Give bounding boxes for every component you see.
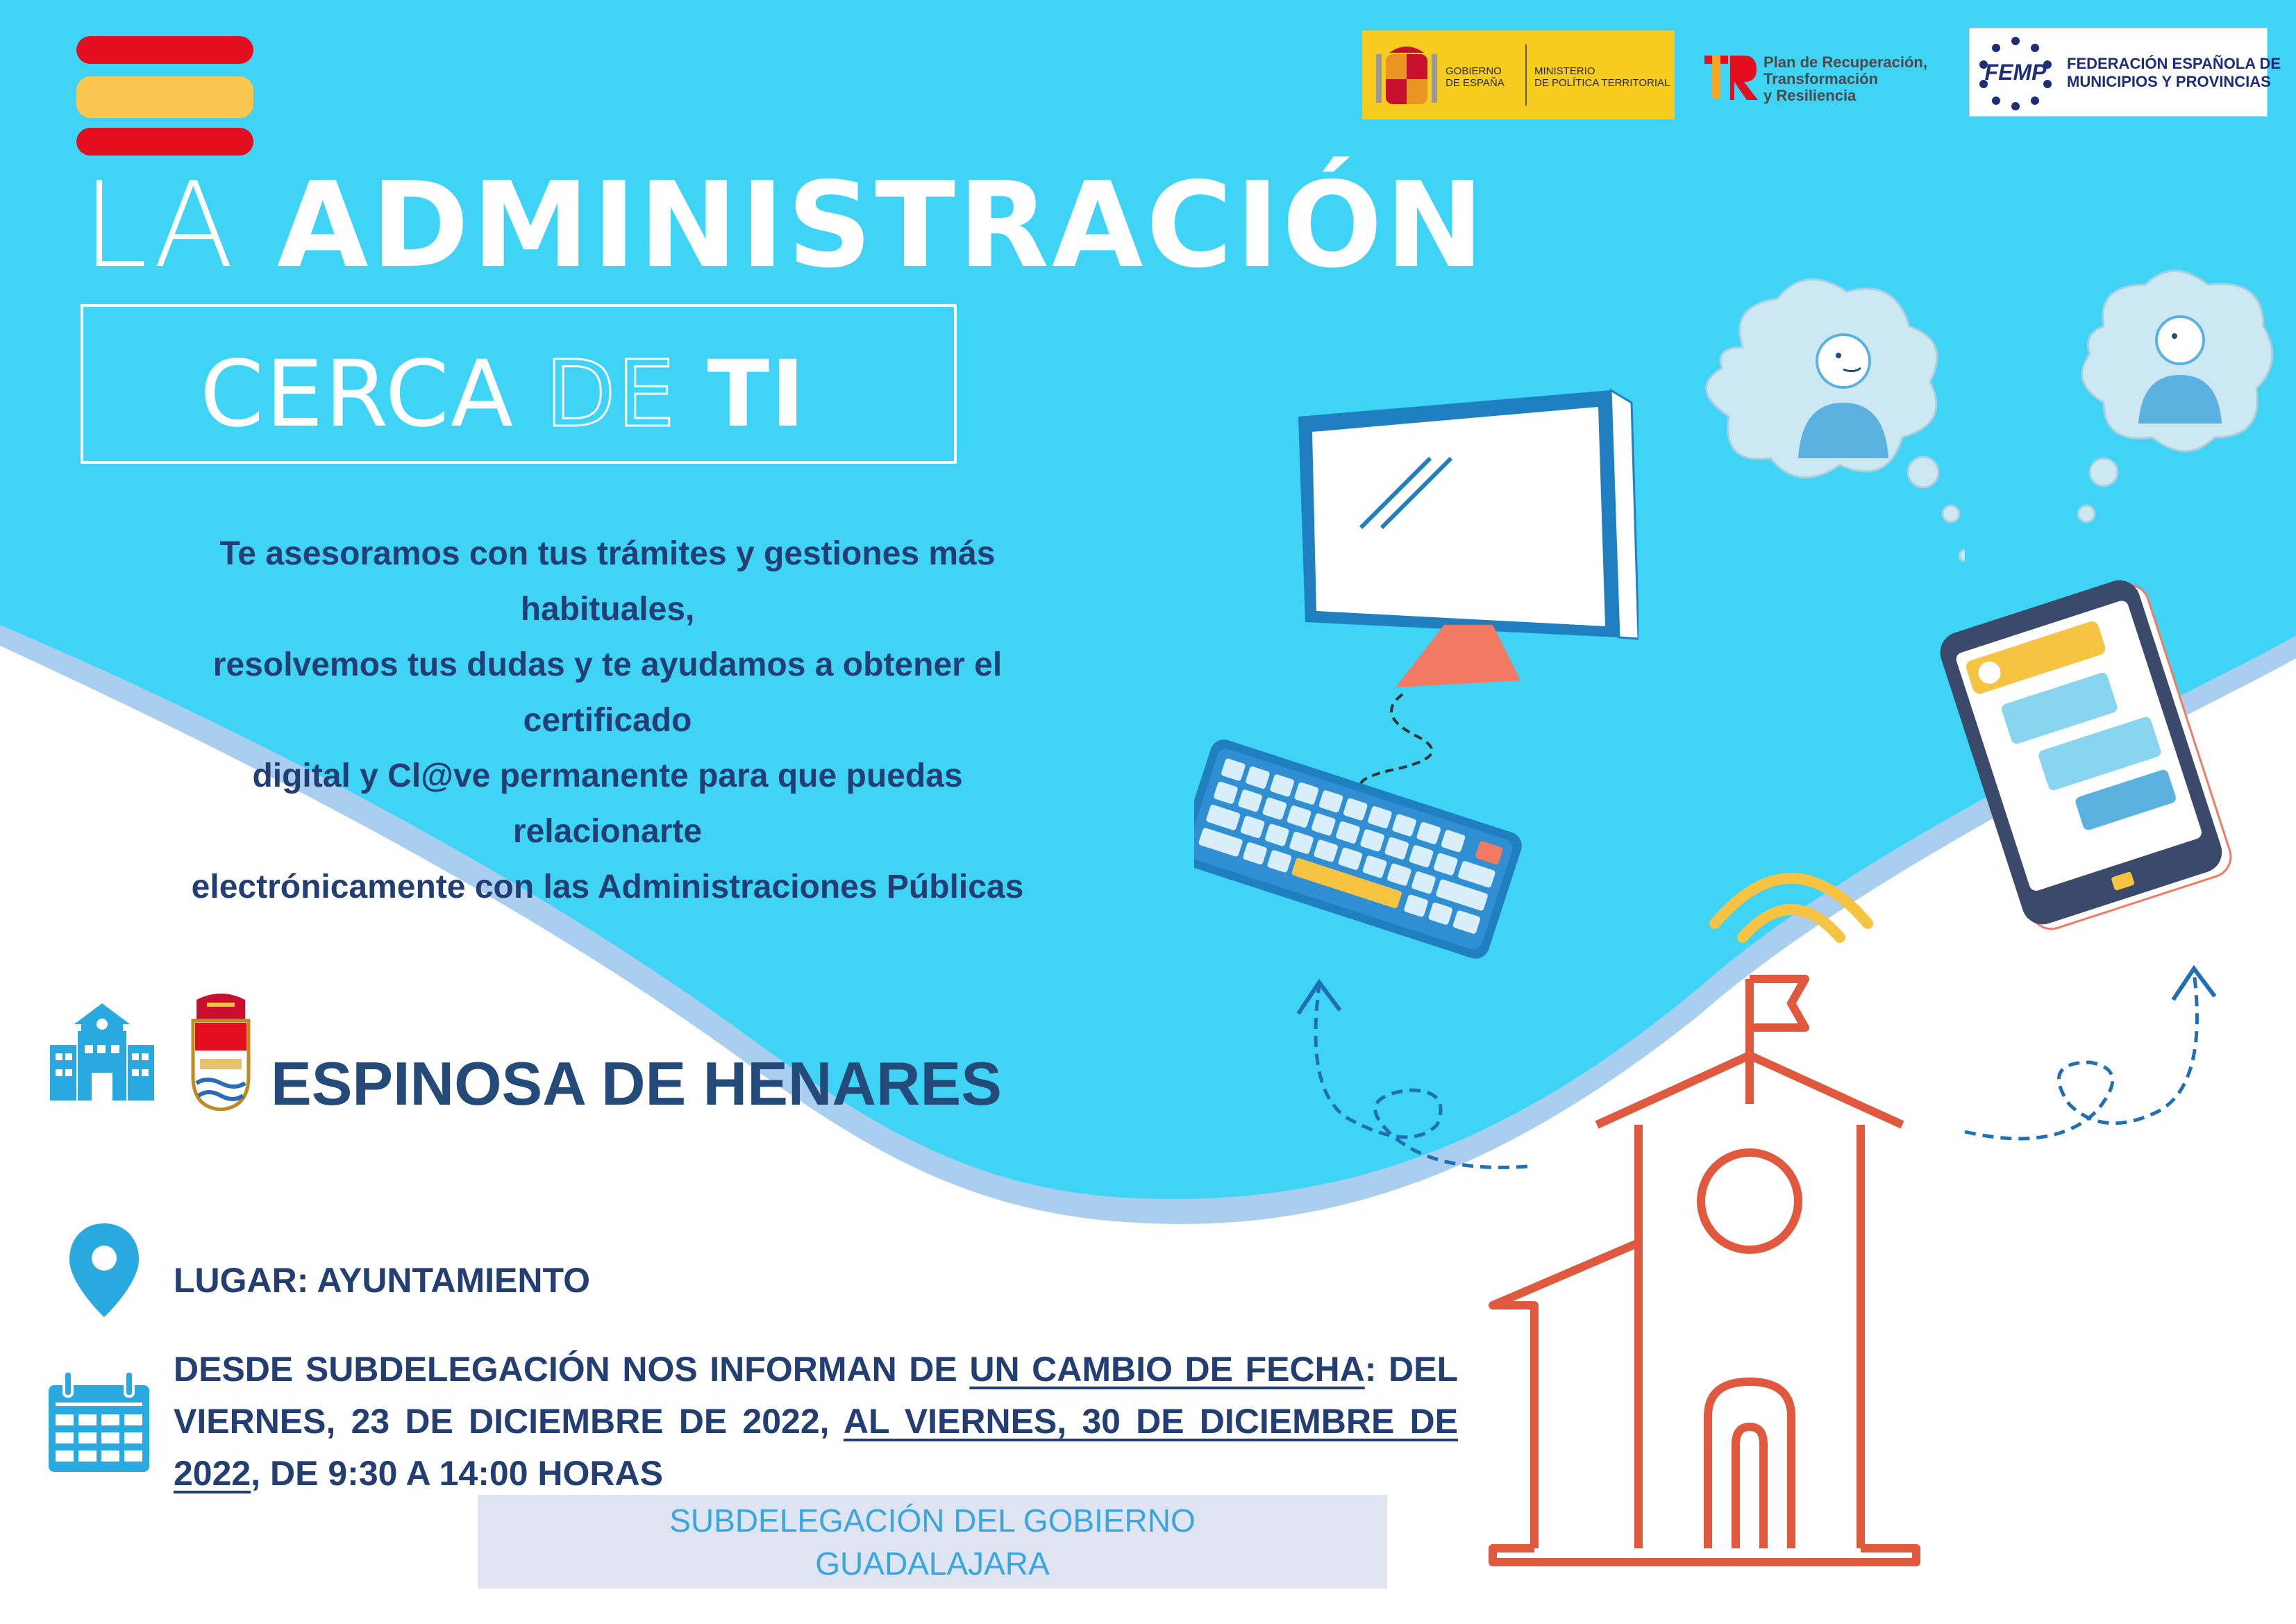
wifi-icon (1701, 847, 1882, 944)
title-prefix: LA (82, 157, 237, 294)
gobierno-label: GOBIERNO DE ESPAÑA (1446, 65, 1505, 89)
town-hall-building-icon (1479, 965, 1951, 1569)
ministerio-label: MINISTERIO DE POLÍTICA TERRITORIAL (1534, 65, 1670, 89)
chat-bubble-right-icon (2055, 264, 2284, 549)
femp-label: FEDERACIÓN ESPAÑOLA DE MUNICIPIOS Y PROVINCIAS (2067, 55, 2281, 90)
place-label: LUGAR: AYUNTAMIENTO (174, 1261, 590, 1300)
prtr-logo-icon (1701, 49, 1763, 111)
computer-keyboard-illustration (1194, 375, 1639, 972)
femp-logo (1969, 28, 2281, 117)
town-name: ESPINOSA DE HENARES (271, 1049, 1002, 1118)
subtitle-box (81, 304, 957, 464)
coat-of-arms-espinosa-icon (186, 993, 255, 1111)
arrow-right-illustration (1958, 958, 2249, 1166)
femp-stars-icon (1974, 33, 2057, 112)
flag-stripe-middle (76, 76, 253, 118)
page-subtitle: CERCA DE TI (200, 341, 807, 448)
flag-stripe-top (76, 36, 253, 64)
footer-line-2: GUADALAJARA (815, 1546, 1050, 1582)
flag-stripe-bottom (76, 128, 253, 156)
computer-icon (1298, 390, 1639, 687)
keyboard-icon (1194, 736, 1525, 962)
school-building-icon (50, 1003, 154, 1100)
footer-box (478, 1495, 1387, 1589)
page-title (82, 157, 1487, 294)
coat-of-arms-icon (1372, 40, 1441, 110)
footer-line-1: SUBDELEGACIÓN DEL GOBIERNO (669, 1502, 1196, 1539)
chat-bubble-left-icon (1687, 264, 1965, 597)
location-pin-icon (69, 1223, 139, 1317)
prtr-label: Plan de Recuperación, Transformación y Resiliencia (1763, 53, 1927, 104)
tablet-icon (1923, 576, 2256, 937)
calendar-icon (49, 1371, 149, 1472)
gobierno-logo (1362, 31, 1675, 119)
title-main: ADMINISTRACIÓN (276, 157, 1487, 294)
femp-abbr: FEMP (1984, 60, 2047, 85)
intro-text: Te asesoramos con tus trámites y gestiones más habituales, resolvemos tus dudas y te ayudamos a obtener el certificado digital y Cl@ve permanente para que puedas relacionarte electrónicamente con las Administraciones Públicas (191, 535, 1024, 905)
date-change-notice: DESDE SUBDELEGACIÓN NOS INFORMAN DE UN CAMBIO DE FECHA: DEL VIERNES, 23 DE DICIEMBRE DE 2022, AL VIERNES, 30 DE DICIEMBRE DE 2022, DE 9:30 A 14:00 HORAS (174, 1350, 1459, 1493)
